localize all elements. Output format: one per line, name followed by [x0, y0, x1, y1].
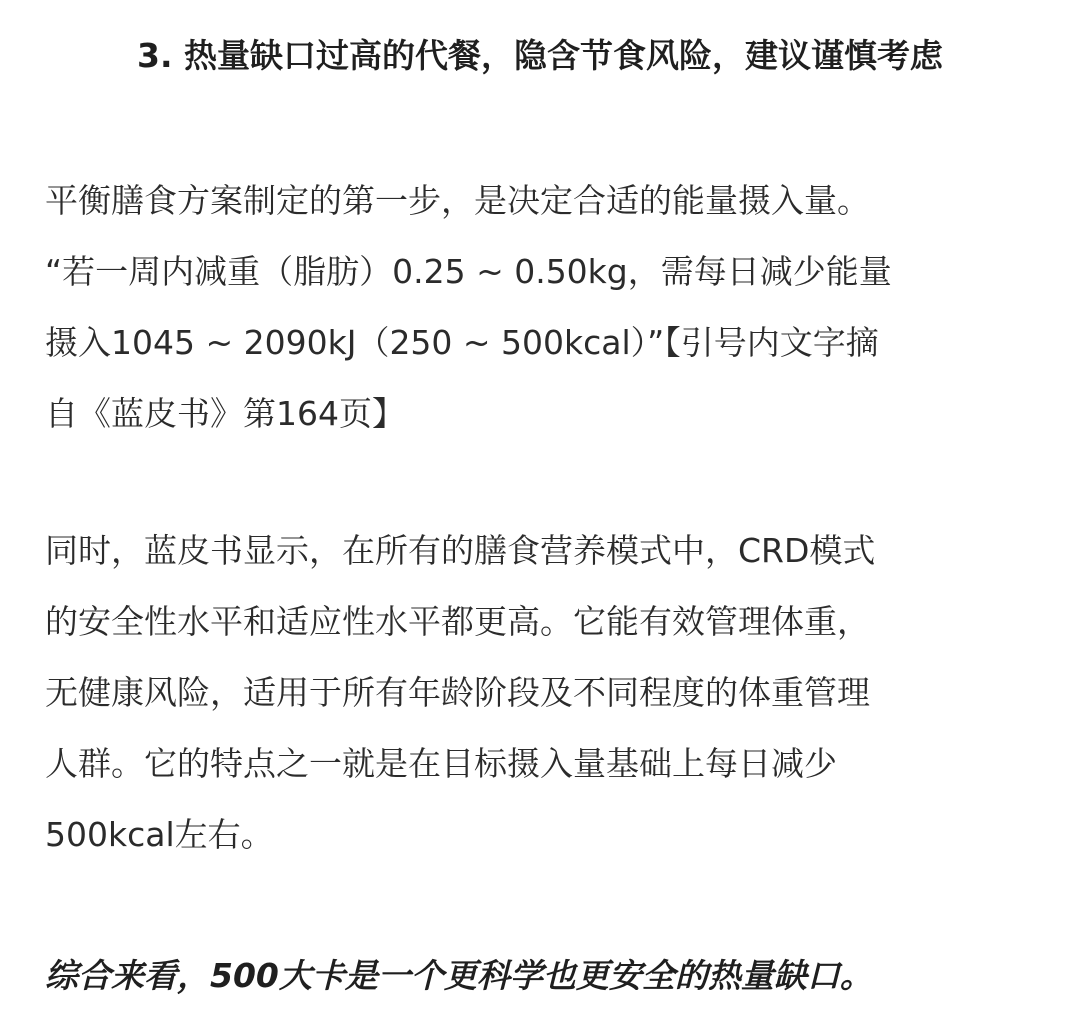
paragraph-line: 无健康风险，适用于所有年龄阶段及不同程度的体重管理 [45, 673, 870, 712]
paragraph-line: 自《蓝皮书》第164页】 [45, 394, 405, 433]
paragraph-line: 摄入1045 ~ 2090kJ（250 ~ 500kcal）”【引号内文字摘 [45, 323, 879, 362]
paragraph-line: 500kcal左右。 [45, 815, 274, 854]
paragraph-energy-intake [45, 165, 1035, 449]
paragraph-line: 同时，蓝皮书显示，在所有的膳食营养模式中，CRD模式 [45, 531, 876, 570]
section-heading: 3. 热量缺口过高的代餐，隐含节食风险，建议谨慎考虑 [137, 36, 943, 75]
conclusion-text: 综合来看，500大卡是一个更科学也更安全的热量缺口。 [45, 956, 873, 995]
paragraph-line: “若一周内减重（脂肪）0.25 ~ 0.50kg，需每日减少能量 [45, 252, 892, 291]
paragraph-line: 的安全性水平和适应性水平都更高。它能有效管理体重， [45, 602, 870, 641]
paragraph-line: 平衡膳食方案制定的第一步，是决定合适的能量摄入量。 [45, 181, 870, 220]
paragraph-crd-mode [45, 515, 1035, 870]
paragraph-line: 人群。它的特点之一就是在目标摄入量基础上每日减少 [45, 744, 837, 783]
